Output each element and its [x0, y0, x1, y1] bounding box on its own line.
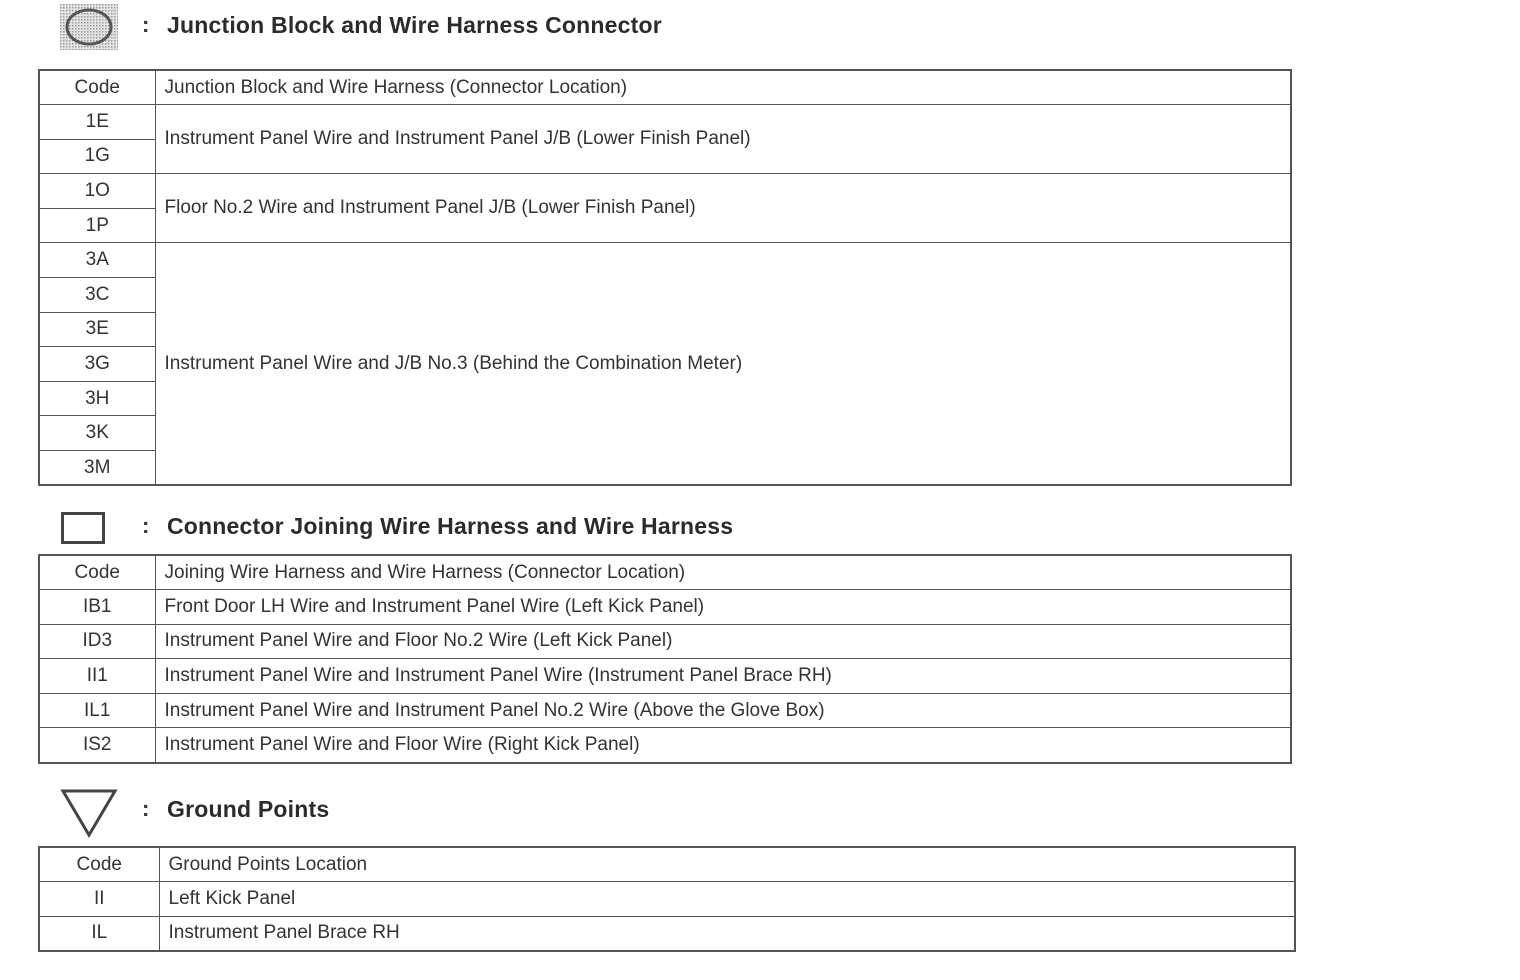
location-cell: Instrument Panel Wire and Floor Wire (Right Kick Panel) — [155, 728, 1291, 763]
table-header-row — [39, 555, 1291, 590]
table-row — [39, 243, 1291, 278]
location-cell: Instrument Panel Wire and Instrument Panel J/B (Lower Finish Panel) — [155, 105, 1291, 174]
code-cell: 1P — [39, 208, 155, 243]
section-colon: : — [142, 513, 150, 538]
location-header: Joining Wire Harness and Wire Harness (Connector Location) — [155, 555, 1291, 590]
code-cell: IB1 — [39, 590, 155, 625]
code-cell: ID3 — [39, 624, 155, 659]
location-cell: Floor No.2 Wire and Instrument Panel J/B (Lower Finish Panel) — [155, 174, 1291, 243]
code-cell: IS2 — [39, 728, 155, 763]
table-header-row — [39, 70, 1291, 105]
code-cell: 3G — [39, 347, 155, 382]
table-header-row — [39, 847, 1295, 882]
table-row — [39, 659, 1291, 694]
location-header: Ground Points Location — [159, 847, 1295, 882]
section-colon: : — [142, 12, 150, 37]
table-row — [39, 916, 1295, 951]
table-row — [39, 882, 1295, 917]
table-row — [39, 590, 1291, 625]
code-cell: 3M — [39, 451, 155, 486]
ground-triangle-icon — [60, 788, 118, 838]
code-cell: II1 — [39, 659, 155, 694]
code-cell: 3A — [39, 243, 155, 278]
code-cell: 1O — [39, 174, 155, 209]
location-header: Junction Block and Wire Harness (Connector Location) — [155, 70, 1291, 105]
table-row — [39, 693, 1291, 728]
location-cell: Front Door LH Wire and Instrument Panel Wire (Left Kick Panel) — [155, 590, 1291, 625]
code-cell: 3H — [39, 381, 155, 416]
section-title: Junction Block and Wire Harness Connector — [167, 12, 662, 38]
table-row — [39, 728, 1291, 763]
code-cell: 3E — [39, 312, 155, 347]
code-cell: 3K — [39, 416, 155, 451]
table-row — [39, 105, 1291, 140]
code-header: Code — [39, 70, 155, 105]
location-cell: Instrument Panel Wire and Floor No.2 Wire (Left Kick Panel) — [155, 624, 1291, 659]
code-cell: 1G — [39, 139, 155, 174]
connector-square-icon — [61, 512, 105, 544]
table-row — [39, 174, 1291, 209]
wire-harness-table — [38, 554, 1292, 764]
code-cell: II — [39, 882, 159, 917]
junction-block-circle-icon — [60, 4, 118, 50]
code-header: Code — [39, 555, 155, 590]
code-cell: IL1 — [39, 693, 155, 728]
location-cell: Instrument Panel Wire and Instrument Panel Wire (Instrument Panel Brace RH) — [155, 659, 1291, 694]
location-cell: Left Kick Panel — [159, 882, 1295, 917]
section-title: Connector Joining Wire Harness and Wire Harness — [167, 513, 734, 539]
location-cell: Instrument Panel Wire and J/B No.3 (Behind the Combination Meter) — [155, 243, 1291, 485]
code-cell: 3C — [39, 278, 155, 313]
section-title: Ground Points — [167, 796, 330, 822]
code-header: Code — [39, 847, 159, 882]
location-cell: Instrument Panel Wire and Instrument Panel No.2 Wire (Above the Glove Box) — [155, 693, 1291, 728]
junction-block-table — [38, 69, 1292, 486]
code-cell: 1E — [39, 105, 155, 140]
section-colon: : — [142, 796, 150, 821]
code-cell: IL — [39, 916, 159, 951]
location-cell: Instrument Panel Brace RH — [159, 916, 1295, 951]
ground-points-table — [38, 846, 1296, 952]
table-row — [39, 624, 1291, 659]
